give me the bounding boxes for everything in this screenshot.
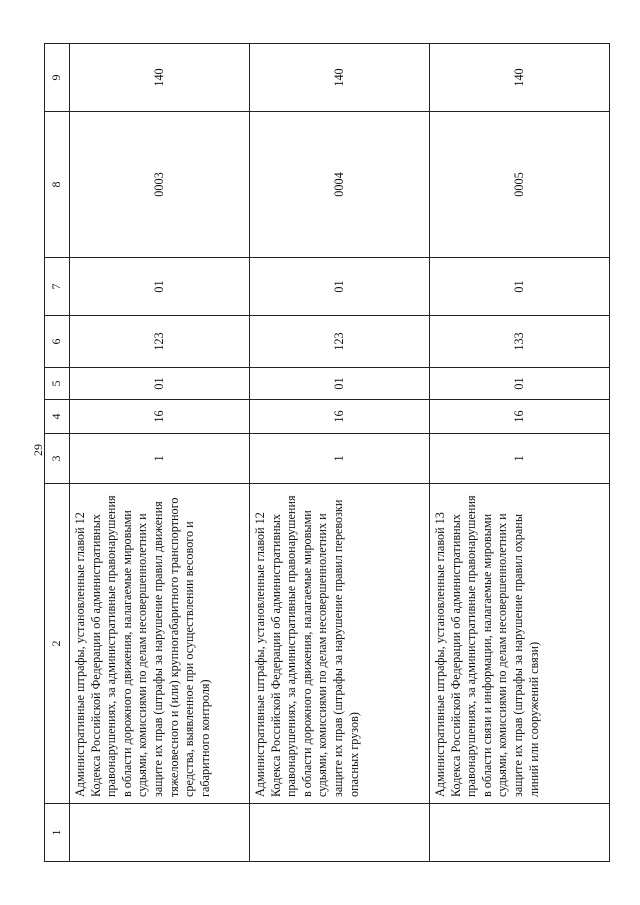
column-header-6: 6: [45, 316, 70, 368]
row-cell-name: Административные штрафы, установленные главой 12 Кодекса Российской Федерации об административных правонарушениях, за административные правонарушения в области дорожного движения, налагаемые мировыми судьями, комиссиями по делам несовершеннолетних и защите их прав (штрафы за нарушение правил перевозки опасных грузов): [250, 484, 430, 804]
row-cell-col3: 1: [70, 434, 250, 484]
table-row: [430, 44, 610, 862]
table-row: [250, 44, 430, 862]
column-header-5: 5: [45, 368, 70, 400]
row-cell-col6: 123: [70, 316, 250, 368]
row-cell-col7: 01: [430, 258, 610, 316]
row-cell-col7: 01: [70, 258, 250, 316]
row-cell-col6: 133: [430, 316, 610, 368]
table-row: [70, 44, 250, 862]
budget-classification-table: [44, 43, 610, 862]
row-cell-col9: 140: [250, 44, 430, 112]
rotated-table-frame: [44, 44, 588, 862]
row-cell-col8: 0004: [250, 112, 430, 258]
column-header-1: 1: [45, 804, 70, 862]
row-cell-col1: [250, 804, 430, 862]
row-cell-name: Административные штрафы, установленные главой 13 Кодекса Российской Федерации об административных правонарушениях, за административные правонарушения в области связи и информации, налагаемые мировыми судьями, комиссиями по делам несовершеннолетних и защите их прав (штрафы за нарушение правил охраны линий или сооружений связи): [430, 484, 610, 804]
column-header-7: 7: [45, 258, 70, 316]
row-cell-col9: 140: [430, 44, 610, 112]
row-cell-col5: 01: [250, 368, 430, 400]
row-cell-name: Административные штрафы, установленные главой 12 Кодекса Российской Федерации об административных правонарушениях, за административные правонарушения в области дорожного движения, налагаемые мировыми судьями, комиссиями по делам несовершеннолетних и защите их прав (штрафы за нарушение правил движения тяжеловесного и (или) крупногабаритного транспортного средства, выявленное при осуществлении весового и габаритного контроля): [70, 484, 250, 804]
row-cell-col5: 01: [430, 368, 610, 400]
column-header-2: 2: [45, 484, 70, 804]
row-cell-col3: 1: [430, 434, 610, 484]
column-header-8: 8: [45, 112, 70, 258]
row-cell-col5: 01: [70, 368, 250, 400]
row-cell-col6: 123: [250, 316, 430, 368]
row-cell-col4: 16: [70, 400, 250, 434]
column-header-row: [45, 44, 70, 862]
row-cell-col4: 16: [430, 400, 610, 434]
row-cell-col9: 140: [70, 44, 250, 112]
row-cell-col7: 01: [250, 258, 430, 316]
row-cell-col4: 16: [250, 400, 430, 434]
column-header-4: 4: [45, 400, 70, 434]
row-cell-col3: 1: [250, 434, 430, 484]
page-number: 29: [31, 444, 45, 456]
row-cell-col8: 0003: [70, 112, 250, 258]
column-header-3: 3: [45, 434, 70, 484]
column-header-9: 9: [45, 44, 70, 112]
rotated-table-container: [44, 44, 588, 862]
row-cell-col8: 0005: [430, 112, 610, 258]
row-cell-col1: [430, 804, 610, 862]
row-cell-col1: [70, 804, 250, 862]
